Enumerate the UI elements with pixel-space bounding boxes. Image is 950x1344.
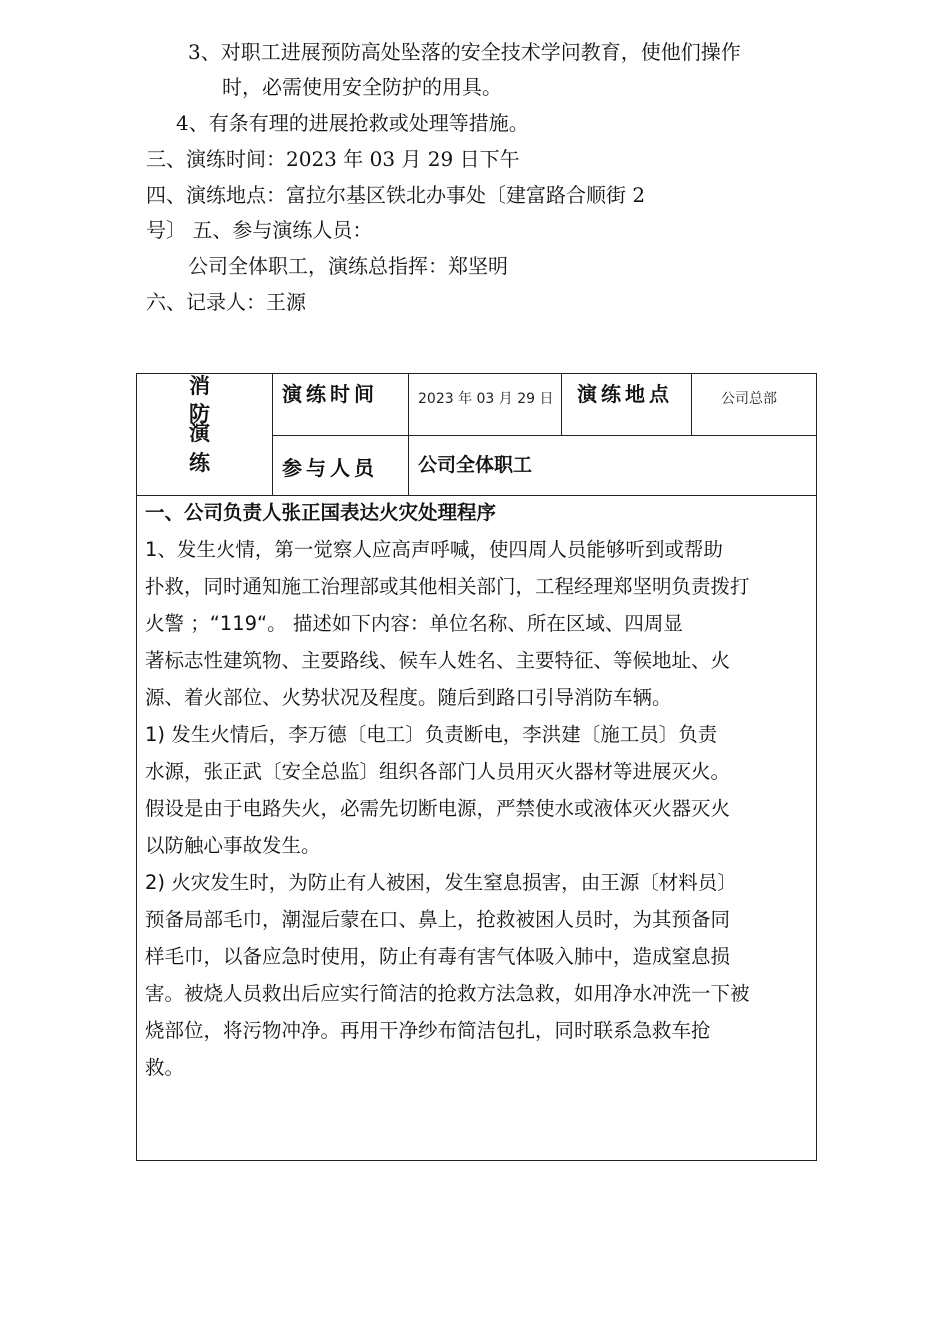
procedure-text [145, 494, 813, 1086]
procedure-line: 火警 ；“119“。 描述如下内容：单位名称、所在区域、四周显 [145, 612, 683, 635]
grid-line [272, 435, 816, 436]
procedure-heading: 一、公司负责人张正国表达火灾处理程序 [145, 501, 497, 524]
people-label: 参与人员 [282, 456, 378, 480]
side-title-char: 练 [189, 451, 210, 475]
side-title-char: 防 [189, 402, 210, 426]
drill-record-table [136, 373, 817, 1161]
procedure-line: 扑救，同时通知施工治理部或其他相关部门，工程经理郑坚明负责拨打 [145, 575, 750, 598]
procedure-line: 预备局部毛巾，潮湿后蒙在口、鼻上，抢救被困人员时，为其预备同 [145, 908, 731, 931]
drill-time: 三、演练时间：2023 年 03 月 29 日下午 [146, 147, 520, 171]
procedure-line: 假设是由于电路失火，必需先切断电源，严禁使水或液体灭火器灭火 [145, 797, 731, 820]
drill-place: 四、演练地点：富拉尔基区铁北办事处〔建富路合顺街 2 [146, 183, 646, 207]
procedure-line: 烧部位，将污物冲净。再用干净纱布简洁包扎，同时联系急救车抢 [145, 1019, 711, 1042]
procedure-line: 水源，张正武〔安全总监〕组织各部门人员用灭火器材等进展灭火。 [145, 760, 731, 783]
place-value: 公司总部 [721, 391, 777, 407]
procedure-line: 1) 发生火情后，李万德〔电工〕负责断电，李洪建〔施工员〕负责 [145, 723, 718, 746]
procedure-line: 著标志性建筑物、主要路线、候车人姓名、主要特征、等候地址、火 [145, 649, 731, 672]
procedure-line: 2) 火灾发生时，为防止有人被困，发生窒息损害，由王源〔材料员〕 [145, 871, 737, 894]
grid-line [691, 374, 692, 435]
side-title-char: 演 [189, 421, 210, 445]
participants: 公司全体职工，演练总指挥：郑坚明 [188, 254, 508, 278]
people-value: 公司全体职工 [418, 454, 533, 476]
procedure-line: 害。被烧人员救出后应实行简洁的抢救方法急救，如用净水冲洗一下被 [145, 982, 750, 1005]
procedure-line: 以防触心事故发生。 [145, 834, 321, 857]
recorder: 六、记录人：王源 [146, 290, 306, 314]
time-label: 演练时间 [282, 382, 378, 406]
item4: 4、有条有理的进展抢救或处理等措施。 [176, 111, 529, 135]
side-title-char: 消 [189, 374, 210, 398]
drill-place-cont: 号〕 五、参与演练人员： [146, 218, 373, 242]
procedure-line: 1、发生火情，第一觉察人应高声呼喊，使四周人员能够听到或帮助 [145, 538, 723, 561]
item3-line1: 3、对职工进展预防高处坠落的安全技术学问教育，使他们操作 [188, 40, 741, 64]
procedure-line: 源、着火部位、火势状况及程度。随后到路口引导消防车辆。 [145, 686, 672, 709]
grid-line [561, 374, 562, 435]
procedure-line: 样毛巾，以备应急时使用，防止有毒有害气体吸入肺中，造成窒息损 [145, 945, 731, 968]
procedure-line: 救。 [145, 1056, 185, 1079]
time-value: 2023 年 03 月 29 日 [418, 391, 554, 407]
side-title [189, 374, 210, 476]
place-label: 演练地点 [577, 382, 673, 406]
item3-line2: 时，必需使用安全防护的用具。 [222, 75, 502, 99]
